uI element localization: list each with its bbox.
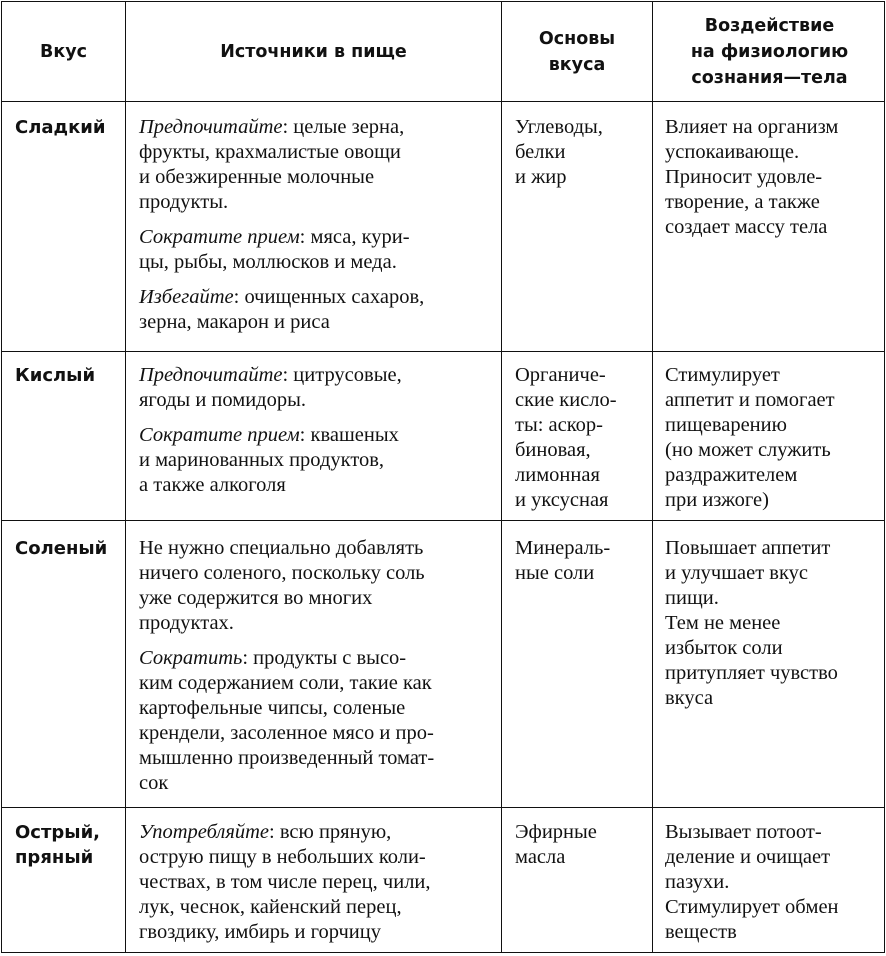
header-taste: Вкус [40,42,87,62]
body-effect: Влияет на организм успокаивающе. Приносит удовле- творение, а также создает массу тела [665,116,839,238]
source-paragraph: Предпочитайте: целые зерна, фрукты, крахмалистые овощи и обезжиренные молочные продукты. [139,116,405,213]
paragraph-label: Сократите прием [139,226,300,248]
paragraph-label: Сократите прием [139,424,300,446]
header-basis: Основы вкуса [538,29,616,75]
source-paragraph: Сократите прием: мяса, кури- цы, рыбы, моллюсков и меда. [139,226,410,273]
food-sources [139,115,424,335]
header-effect: Воздействие на физиологию сознания—тела [690,16,849,88]
source-paragraph: Употребляйте: всю пряную, острую пищу в небольших коли- чествах, в том числе перец, чили, лук, чеснок, кайенский перец, гвоздику, имбирь и горчицу [139,821,431,943]
column-divider [652,2,653,952]
taste-name: Кислый [15,365,96,386]
paragraph-label: Предпочитайте [139,116,283,138]
row-divider [2,520,884,521]
body-effect: Повышает аппетит и улучшает вкус пищи. Тем не менее избыток соли притупляет чувство вкуса [665,537,838,709]
row-divider [2,101,884,102]
paragraph-label: Избегайте [139,286,234,308]
source-paragraph: Не нужно специально добавлять ничего соленого, поскольку соль уже содержится во многих продуктах. [139,537,425,634]
paragraph-label: Предпочитайте [139,364,283,386]
food-sources [139,820,431,945]
column-divider [125,2,126,952]
source-paragraph: Сократите прием: квашеных и маринованных продуктов, а также алкоголя [139,424,399,496]
source-paragraph: Предпочитайте: цитрусовые, ягоды и помидоры. [139,364,402,411]
taste-basis: Углеводы, белки и жир [515,116,603,188]
taste-basis: Эфирные масла [515,821,597,868]
column-divider [501,2,502,952]
taste-basis: Органиче- ские кисло- ты: аскор- биновая, лимонная и уксусная [515,364,617,511]
body-effect: Стимулирует аппетит и помогает пищеварению (но может служить раздражителем при изжоге) [665,364,835,511]
paragraph-label: Сократить [139,647,243,669]
taste-name: Острый, пряный [15,822,101,868]
taste-name: Соленый [15,538,108,559]
paragraph-label: Употребляйте [139,821,270,843]
header-sources: Источники в пище [220,42,407,62]
row-divider [2,807,884,808]
source-paragraph: Сократить: продукты с высо- ким содержанием соли, такие как картофельные чипсы, соленые крендели, засоленное мясо и про- мышленно произведенный томат- сок [139,647,435,794]
taste-table [1,1,885,953]
taste-name: Сладкий [15,117,106,138]
row-divider [2,351,884,352]
food-sources [139,536,434,796]
body-effect: Вызывает потоот- деление и очищает пазухи. Стимулирует обмен веществ [665,821,839,943]
taste-basis: Минераль- ные соли [515,537,611,584]
source-paragraph: Избегайте: очищенных сахаров, зерна, макарон и риса [139,286,425,333]
food-sources [139,363,402,498]
